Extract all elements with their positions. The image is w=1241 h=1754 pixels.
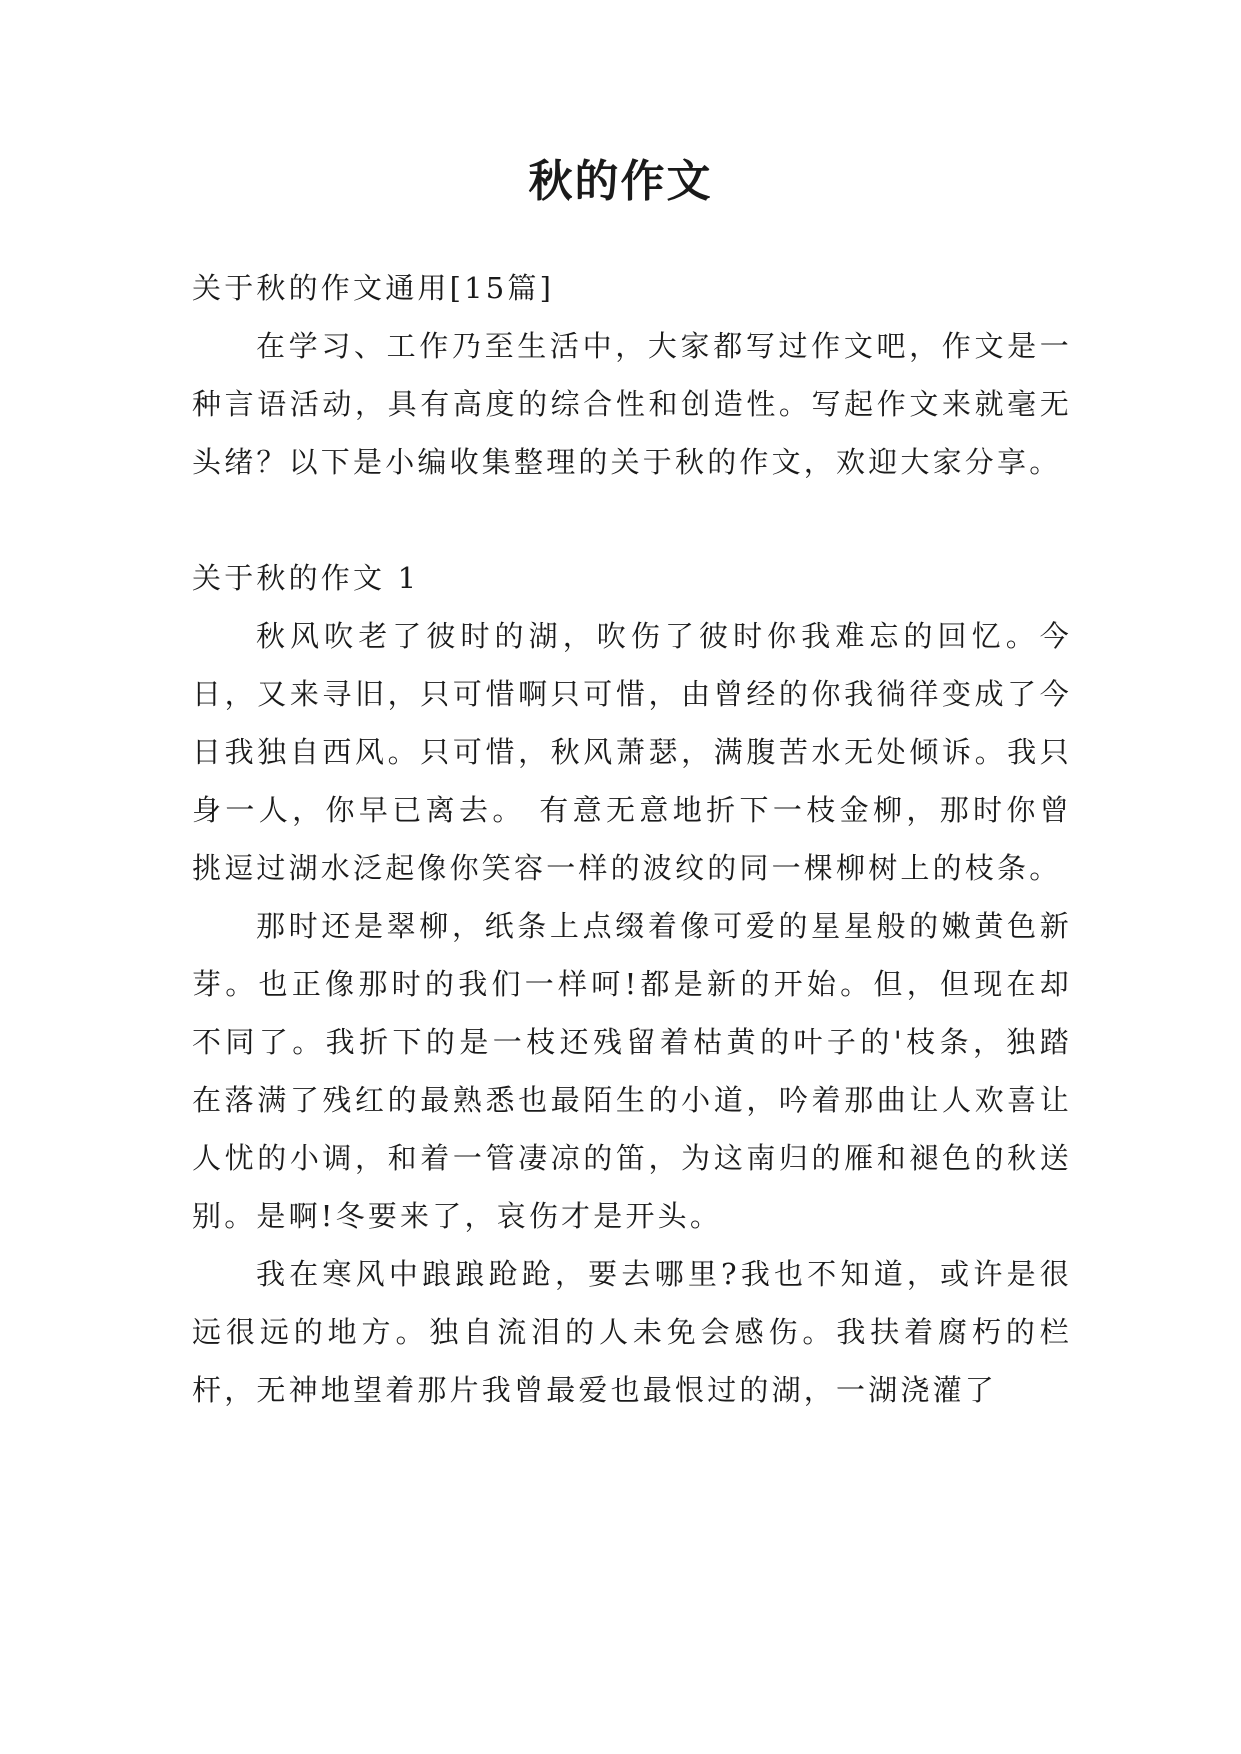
- essay-1-heading: 关于秋的作文 1: [192, 561, 420, 595]
- document-body: [192, 259, 1072, 1419]
- essay-1-paragraph-1: 秋风吹老了彼时的湖，吹伤了彼时你我难忘的回忆。今日，又来寻旧，只可惜啊只可惜，由曾经的你我徜徉变成了今日我独自西风。只可惜，秋风萧瑟，满腹苦水无处倾诉。我只身一人，你早已离去。 有意无意地折下一枝金柳，那时你曾挑逗过湖水泛起像你笑容一样的波纹的同一棵柳树上的枝条。: [192, 619, 1072, 885]
- essay-1-paragraph-3: 我在寒风中踉踉跄跄，要去哪里?我也不知道，或许是很远很远的地方。独自流泪的人未免会感伤。我扶着腐朽的栏杆，无神地望着那片我曾最爱也最恨过的湖，一湖浇灌了: [192, 1257, 1072, 1407]
- section-gap: [192, 491, 1072, 549]
- document-title: 秋的作文: [528, 156, 713, 207]
- essay-1-paragraph-2: 那时还是翠柳，纸条上点缀着像可爱的星星般的嫩黄色新芽。也正像那时的我们一样呵!都是新的开始。但，但现在却不同了。我折下的是一枝还残留着枯黄的叶子的'枝条，独踏在落满了残红的最熟悉也最陌生的小道，吟着那曲让人欢喜让人忧的小调，和着一管凄凉的笛，为这南归的雁和褪色的秋送别。是啊!冬要来了，哀伤才是开头。: [192, 909, 1072, 1233]
- intro-paragraph: 在学习、工作乃至生活中，大家都写过作文吧，作文是一种言语活动，具有高度的综合性和创造性。写起作文来就毫无头绪？以下是小编收集整理的关于秋的作文，欢迎大家分享。: [192, 329, 1072, 479]
- intro-heading: 关于秋的作文通用[15篇]: [192, 271, 555, 305]
- essay-1-section: [192, 549, 1072, 1419]
- intro-section: [192, 259, 1072, 491]
